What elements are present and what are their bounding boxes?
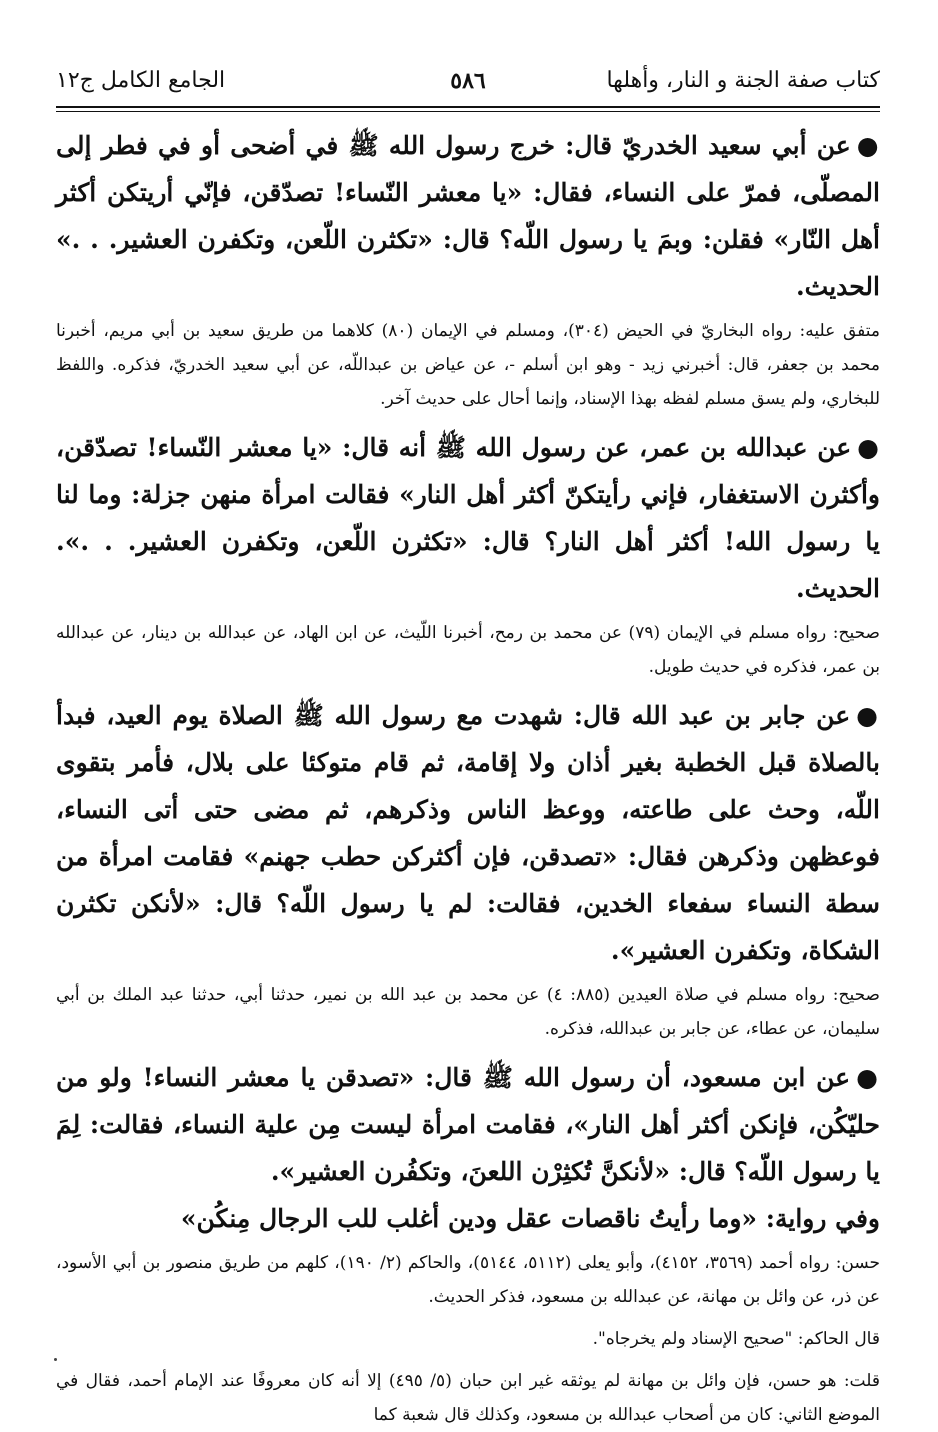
bullet-icon: ●: [856, 1063, 880, 1092]
takhrij-text: متفق عليه: رواه البخاريّ في الحيض (٣٠٤)، ومسلم في الإيمان (٨٠) كلاهما من طريق سعيد بن أبي مريم، أخبرنا محمد بن جعفر، قال: أخبرني زيد - وهو ابن أسلم -، عن عياض بن عبداللّه، عن أبي سعيد الخدريّ، فذكره. واللفظ للبخاري، ولم يسق مسلم لفظه بهذا الإسناد، وإنما أحال على حديث آخر.: [56, 321, 880, 409]
hadith-text: عن جابر بن عبد الله قال: شهدت مع رسول الله ﷺ الصلاة يوم العيد، فبدأ بالصلاة قبل الخطبة بغير أذان ولا إقامة، ثم قام متوكئا على بلال، فأمر بتقوى اللّه، وحث على طاعته، ووعظ الناس وذكرهم، ثم مضى حتى أتى النساء، فوعظهن وذكرهن فقال: «تصدقن، فإن أكثركن حطب جهنم» فقامت امرأة من سطة النساء سفعاء الخدين، فقالت: لم يا رسول اللّه؟ قال: «لأنكن تكثرن الشكاة، وتكفرن العشير».: [56, 701, 880, 965]
chapter-title: كتاب صفة الجنة و النار، وأهلها: [606, 68, 880, 93]
hadith-text: عن ابن مسعود، أن رسول الله ﷺ قال: «تصدقن يا معشر النساء! ولو من حليّكُن، فإنكن أكثر أهل النار»، فقامت امرأة ليست مِن علية النساء، فقالت: لِمَ يا رسول اللّه؟ قال: «لأنكنَّ تُكثِرْن اللعنَ، وتكفُرن العشير».: [56, 1063, 880, 1186]
page-number: ٥٨٦: [450, 68, 486, 94]
header-rule: [56, 106, 880, 112]
takhrij-paragraph: [56, 314, 880, 416]
hadith-text: عن عبدالله بن عمر، عن رسول الله ﷺ أنه قال: «يا معشر النّساء! تصدّقن، وأكثرن الاستغفار، فإني رأيتكنّ أكثر أهل النار» فقالت امرأة منهن جزلة: وما لنا يا رسول الله! أكثر أهل النار؟ قال: «تكثرن اللّعن، وتكفرن العشير. . .». الحديث.: [56, 433, 880, 603]
takhrij-paragraph: [56, 1322, 880, 1356]
takhrij-text: قال الحاكم: "صحيح الإسناد ولم يخرجاه".: [592, 1329, 880, 1349]
riwaya-paragraph: [56, 1195, 880, 1242]
hadith-paragraph: [56, 424, 880, 612]
hadith-text: عن أبي سعيد الخدريّ قال: خرج رسول الله ﷺ في أضحى أو في فطر إلى المصلّى، فمرّ على النساء، فقال: «يا معشر النّساء! تصدّقن، فإنّي أريتكن أكثر أهل النّار» فقلن: وبمَ يا رسول اللّه؟ قال: «تكثرن اللّعن، وتكفرن العشير. . .» الحديث.: [56, 131, 880, 301]
hadith-paragraph: [56, 1054, 880, 1195]
bullet-icon: ●: [856, 701, 880, 730]
page-content: [56, 122, 880, 1432]
page-mark: [54, 1358, 57, 1361]
takhrij-paragraph: [56, 978, 880, 1046]
takhrij-text: صحيح: رواه مسلم في صلاة العيدين (٨٨٥: ٤) عن محمد بن عبد الله بن نمير، حدثنا أبي، حدثنا عبد الملك بن أبي سليمان، عن عطاء، عن جابر بن عبدالله، فذكره.: [56, 985, 880, 1039]
riwaya-text: وفي رواية: «وما رأيتُ ناقصات عقل ودين أغلب للب الرجال مِنكُن»: [180, 1204, 880, 1233]
bullet-icon: ●: [857, 433, 880, 462]
takhrij-text: صحيح: رواه مسلم في الإيمان (٧٩) عن محمد بن رمح، أخبرنا اللّيث، عن ابن الهاد، عن عبدالله بن دينار، عن عبدالله بن عمر، فذكره في حديث طويل.: [56, 623, 880, 677]
takhrij-text: حسن: رواه أحمد (٣٥٦٩، ٤١٥٢)، وأبو يعلى (٥١١٢، ٥١٤٤)، والحاكم (٢/ ١٩٠)، كلهم من طريق منصور بن أبي الأسود، عن ذر، عن وائل بن مهانة، عن عبدالله بن مسعود، فذكر الحديث.: [56, 1253, 881, 1307]
takhrij-paragraph: [56, 1364, 880, 1432]
hadith-paragraph: [56, 692, 880, 974]
bullet-icon: ●: [856, 131, 880, 160]
takhrij-paragraph: [56, 1246, 880, 1314]
takhrij-paragraph: [56, 616, 880, 684]
page-header: [56, 62, 880, 102]
hadith-paragraph: [56, 122, 880, 310]
book-title: الجامع الكامل ج١٢: [56, 68, 226, 93]
takhrij-text: قلت: هو حسن، فإن وائل بن مهانة لم يوثقه غير ابن حبان (٥/ ٤٩٥) إلا أنه كان معروفًا عند الإمام أحمد، فقال في الموضع الثاني: كان من أصحاب عبدالله بن مسعود، وكذلك قال شعبة كما: [56, 1371, 880, 1425]
